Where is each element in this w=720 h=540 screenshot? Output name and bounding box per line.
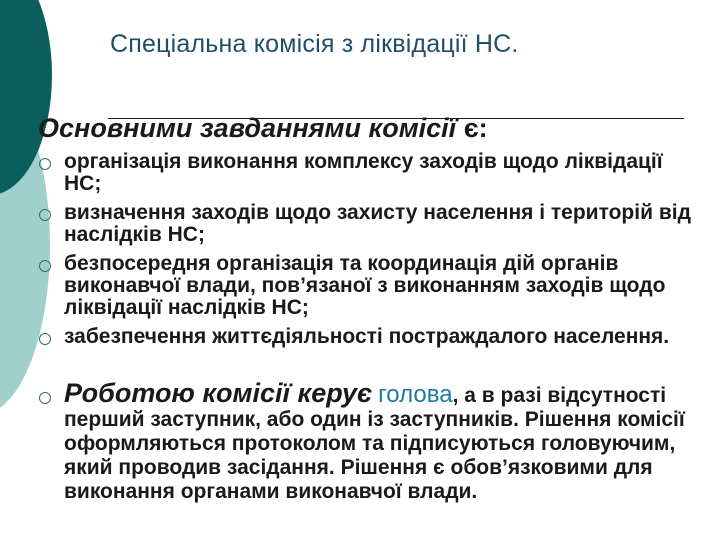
intro-line	[38, 113, 488, 144]
list-item: забезпечення життєдіяльності постраждалого населення.	[64, 325, 670, 348]
intro-italic: Основними завданнями комісії	[38, 113, 457, 143]
leadership-head: голова	[378, 381, 453, 408]
intro-tail: є:	[463, 113, 488, 143]
list-item-leadership	[64, 378, 704, 504]
bullet-circle-icon	[39, 333, 51, 345]
leadership-lead: Роботою комісії керує	[64, 378, 373, 408]
slide-title: Спеціальна комісія з ліквідації НС.	[110, 30, 519, 58]
bullet-circle-icon	[39, 260, 51, 272]
bullet-circle-icon	[39, 158, 51, 170]
list-item: безпосередня організація та координація дій органів виконавчої влади, пов’язаної з виконанням заходів щодо ліквідації наслідків НС;	[64, 252, 666, 319]
list-item: організація виконання комплексу заходів щодо ліквідації НС;	[64, 150, 663, 195]
leadership-rest: , а в разі відсутності перший заступник, або один із заступників. Рішення комісії оформляються протоколом та підписуються головуючим, який проводив засідання. Рішення є обов’язковими для виконання органами виконавчої влади.	[64, 384, 685, 503]
bullet-circle-icon	[39, 209, 51, 221]
list-item: визначення заходів щодо захисту населення і територій від наслідків НС;	[64, 201, 691, 246]
bullet-circle-icon	[39, 392, 51, 404]
